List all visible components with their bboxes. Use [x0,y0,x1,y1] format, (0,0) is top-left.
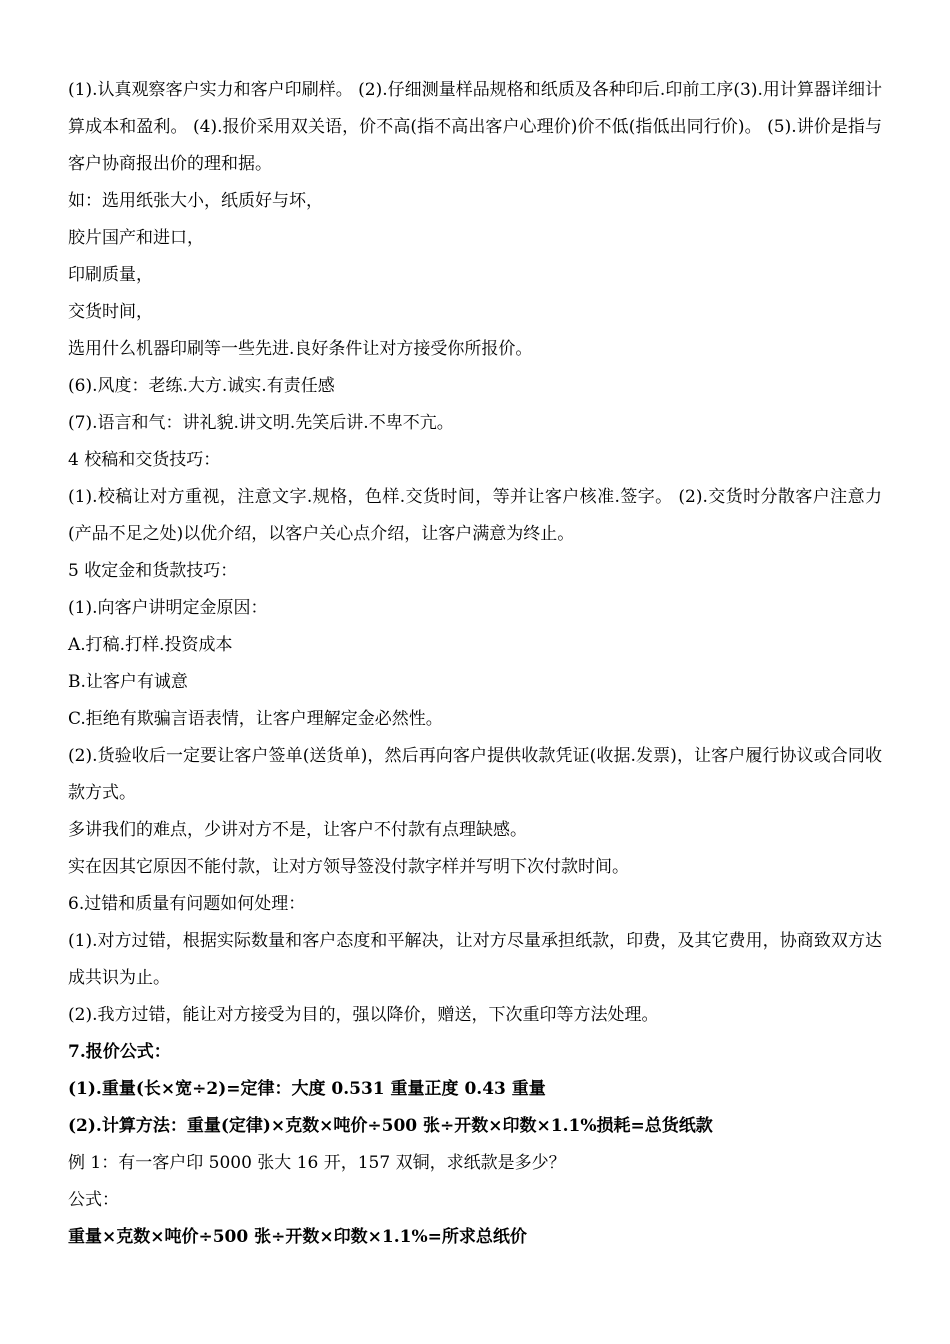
section-heading-quote-formula: 7.报价公式： [68,1042,171,1062]
paragraph-demeanor: (6).风度：老练.大方.诚实.有责任感 [68,376,335,396]
paragraph-proof-delivery: (1).校稿让对方重视，注意文字.规格，色样.交货时间，等并让客户核准.签字。 (2).交货时分散客户注意力(产品不足之处)以优介绍，以客户关心点介绍，让客户满意为终止。 [68,487,882,544]
paragraph-our-fault: (2).我方过错，能让对方接受为目的，强以降价，赠送，下次重印等方法处理。 [68,1005,659,1025]
paragraph-machine-choice: 选用什么机器印刷等一些先进.良好条件让对方接受你所报价。 [68,339,533,359]
paragraph-formula-label: 公式： [68,1190,119,1210]
paragraph-example-paper: 如：选用纸张大小，纸质好与坏， [68,191,323,211]
list-item-b: B.让客户有诚意 [68,672,188,692]
formula-weight-rule: (1).重量(长×宽÷2)=定律：大度 0.531 重量正度 0.43 重量 [68,1079,546,1099]
paragraph-delivery-time: 交货时间， [68,302,153,322]
list-item-c: C.拒绝有欺骗言语表情，让客户理解定金必然性。 [68,709,443,729]
section-heading-deposit-payment: 5 收定金和货款技巧： [68,561,238,581]
paragraph-print-quality: 印刷质量， [68,265,153,285]
section-heading-errors-quality: 6.过错和质量有问题如何处理： [68,894,306,914]
formula-calculation-method: (2).计算方法：重量(定律)×克数×吨价÷500 张÷开数×印数×1.1%损耗=总货纸款 [68,1116,713,1136]
formula-total-paper-price: 重量×克数×吨价÷500 张÷开数×印数×1.1%=所求总纸价 [68,1227,527,1247]
paragraph-film: 胶片国产和进口， [68,228,204,248]
paragraph-their-fault: (1).对方过错，根据实际数量和客户态度和平解决，让对方尽量承担纸款，印费，及其它费用，协商致双方达成共识为止。 [68,931,882,988]
paragraph-deposit-reason: (1).向客户讲明定金原因： [68,598,268,618]
paragraph-unable-to-pay: 实在因其它原因不能付款，让对方领导签没付款字样并写明下次付款时间。 [68,857,629,877]
paragraph-example-1: 例 1：有一客户印 5000 张大 16 开，157 双铜，求纸款是多少？ [68,1153,566,1173]
paragraph-quote-tips: (1).认真观察客户实力和客户印刷样。 (2).仔细测量样品规格和纸质及各种印后.印前工序(3).用计算器详细计算成本和盈利。 (4).报价采用双关语，价不高(指不高出客户心理价)价不低(指低出同行价)。 (5).讲价是指与客户协商报出价的理和据。 [68,80,882,174]
paragraph-receipt: (2).货验收后一定要让客户签单(送货单)，然后再向客户提供收款凭证(收据.发票)，让客户履行协议或合同收款方式。 [68,746,882,803]
paragraph-language: (7).语言和气：讲礼貌.讲文明.先笑后讲.不卑不亢。 [68,413,454,433]
list-item-a: A.打稿.打样.投资成本 [68,635,233,655]
paragraph-difficulties: 多讲我们的难点，少讲对方不是，让客户不付款有点理缺感。 [68,820,527,840]
document-page [68,72,882,1256]
section-heading-proof-delivery: 4 校稿和交货技巧： [68,450,221,470]
